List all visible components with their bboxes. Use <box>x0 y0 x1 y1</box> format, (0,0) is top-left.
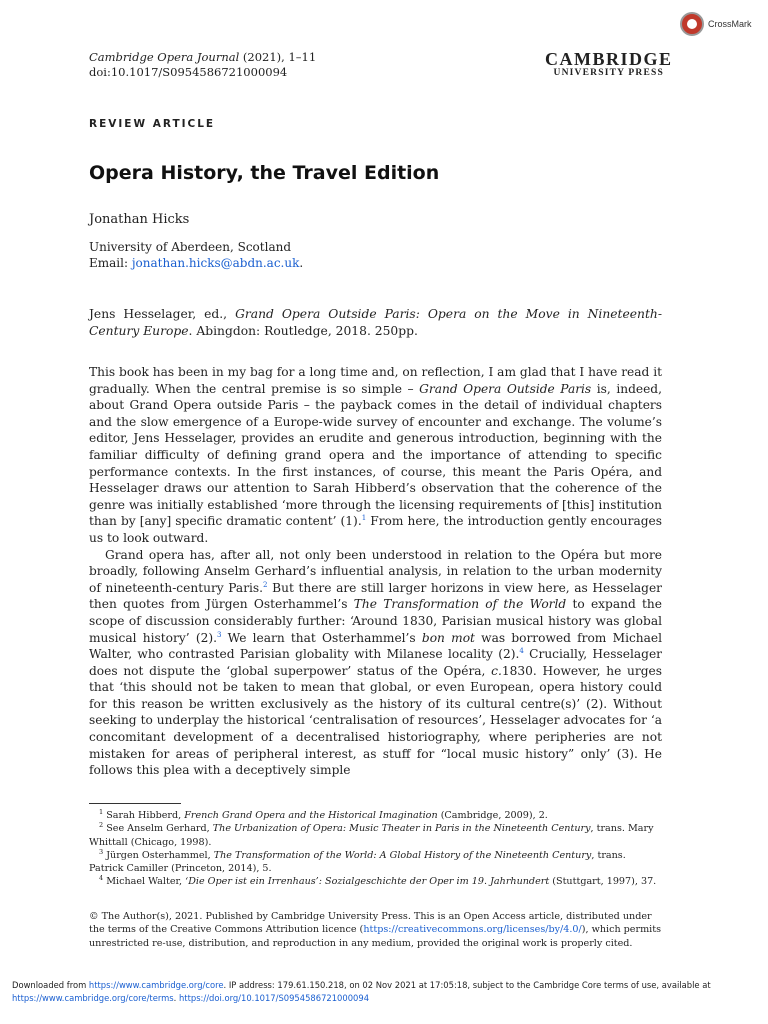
footnotes <box>89 809 662 889</box>
license-link[interactable]: https://creativecommons.org/licenses/by/4.0/ <box>363 924 582 936</box>
footnote-divider <box>89 803 181 804</box>
email-line: Email: jonathan.hicks@abdn.ac.uk. <box>89 256 304 270</box>
author-affiliation <box>89 239 303 271</box>
crossmark-badge[interactable] <box>680 12 752 36</box>
email-link[interactable]: jonathan.hicks@abdn.ac.uk <box>131 256 300 270</box>
footnote-1: $^1$ Sarah Hibberd, French Grand Opera and the Historical Imagination (Cambridge, 2009), 2. <box>99 807 548 821</box>
footnote-ref-1[interactable]: 1 <box>361 514 367 523</box>
cambridge-core-link[interactable]: https://www.cambridge.org/core <box>88 980 224 990</box>
paragraph-1: This book has been in my bag for a long time and, on reflection, I am glad that I have read it gradually. When the central premise is so simple – Grand Opera Outside Paris is, indeed, about Grand Opera outside Paris – the payback comes in the detail of individual chapters and the slow emergence of a Europe-wide survey of encounter and exchange. The volume’s editor, Jens Hesselager, provides an erudite and generous introduction, beginning with the familiar difficulty of defining grand opera and the importance of attending to specific performance contexts. In the first instances, of course, this meant the Paris Opéra, and Hesselager draws our attention to Sarah Hibberd’s observation that the coherence of the genre was initially established ‘more through the licensing requirements of [this] institution than by [any] specific dramatic content’ (1).$^1$ From here, the introduction gently encourages us to look outward. <box>89 365 662 545</box>
footnote-3: $^3$ Jürgen Osterhammel, The Transformation of the World: A Global History of the Nineteenth Century, trans. Patrick Camiller (Princeton, 2014), 5. <box>89 847 626 875</box>
download-notice: Downloaded from https://www.cambridge.org/core. IP address: 179.61.150.218, on 02 Nov 2021 at 17:05:18, subject to the Cambridge Core terms of use, available at https://www.cambridge.org/core/terms. https://doi.org/10.1017/S0954586721000094 <box>12 980 711 1003</box>
publisher-subtitle: UNIVERSITY PRESS <box>553 68 664 78</box>
section-label: REVIEW ARTICLE <box>89 118 216 130</box>
doi: doi:10.1017/S0954586721000094 <box>89 65 288 79</box>
publisher-logo <box>545 50 673 79</box>
reviewed-book: Jens Hesselager, ed., Grand Opera Outside Paris: Opera on the Move in Nineteenth-Century Europe. Abingdon: Routledge, 2018. 250pp. <box>89 307 662 338</box>
journal-citation <box>89 50 316 80</box>
book-title: Grand Opera Outside Paris: Opera on the Move in Nineteenth-Century Europe <box>89 307 662 338</box>
footnote-ref-3[interactable]: 3 <box>216 630 222 639</box>
paragraph-2: Grand opera has, after all, not only been understood in relation to the Opéra but more broadly, following Anselm Gerhard’s influential analysis, in relation to the urban modernity of nineteenth-century Paris.$^2$ But there are still larger horizons in view here, as Hesselager then quotes from Jürgen Osterhammel’s The Transformation of the World to expand the scope of discussion considerably further: ‘Around 1830, Parisian musical history was global musical history’ (2).$^3$ We learn that Osterhammel’s bon mot was borrowed from Michael Walter, who contrasted Parisian globality with Milanese locality (2).$^4$ Crucially, Hesselager does not dispute the ‘global superpower’ status of the Opéra, c.1830. However, he urges that ‘this should not be taken to mean that global, or even European, opera history could for this reason be written exclusively as the history of its cultural centre(s)’ (2). Without seeking to underplay the historical ‘centralisation of resources’, Hesselager advocates for ‘a concomitant development of a decentralised historiography, where peripheries are not mistaken for areas of peripheral interest, as stuff for “local music history” only’ (3). He follows this plea with a deceptively simple <box>89 547 663 778</box>
crossmark-icon <box>680 12 704 36</box>
license-notice: © The Author(s), 2021. Published by Cambridge University Press. This is an Open Access article, distributed under the terms of the Creative Commons Attribution licence (https://creativecommons.org/licenses/by/4.0/), which permits unrestricted re-use, distribution, and reproduction in any medium, provided the original work is properly cited. <box>89 911 662 949</box>
footnote-ref-2[interactable]: 2 <box>263 580 268 589</box>
journal-name: Cambridge Opera Journal <box>89 50 240 64</box>
author-name: Jonathan Hicks <box>89 212 190 227</box>
footnote-2: $^2$ See Anselm Gerhard, The Urbanization of Opera: Music Theater in Paris in the Nineteenth Century, trans. Mary Whittall (Chicago, 1998). <box>89 821 654 848</box>
footnote-4: $^4$ Michael Walter, ‘Die Oper ist ein Irrenhaus’: Sozialgeschichte der Oper im 19. Jahrhundert (Stuttgart, 1997), 37. <box>99 874 657 888</box>
article-title: Opera History, the Travel Edition <box>89 162 440 184</box>
crossmark-label: CrossMark <box>708 19 752 29</box>
article-body <box>89 364 662 779</box>
footnote-ref-4[interactable]: 4 <box>519 647 524 656</box>
affiliation: University of Aberdeen, Scotland <box>89 240 292 254</box>
doi-link[interactable]: https://doi.org/10.1017/S0954586721000094 <box>179 993 370 1003</box>
terms-link[interactable]: https://www.cambridge.org/core/terms <box>12 993 174 1003</box>
publisher-name: CAMBRIDGE <box>545 49 673 69</box>
journal-meta: (2021), 1–11 <box>239 50 317 64</box>
